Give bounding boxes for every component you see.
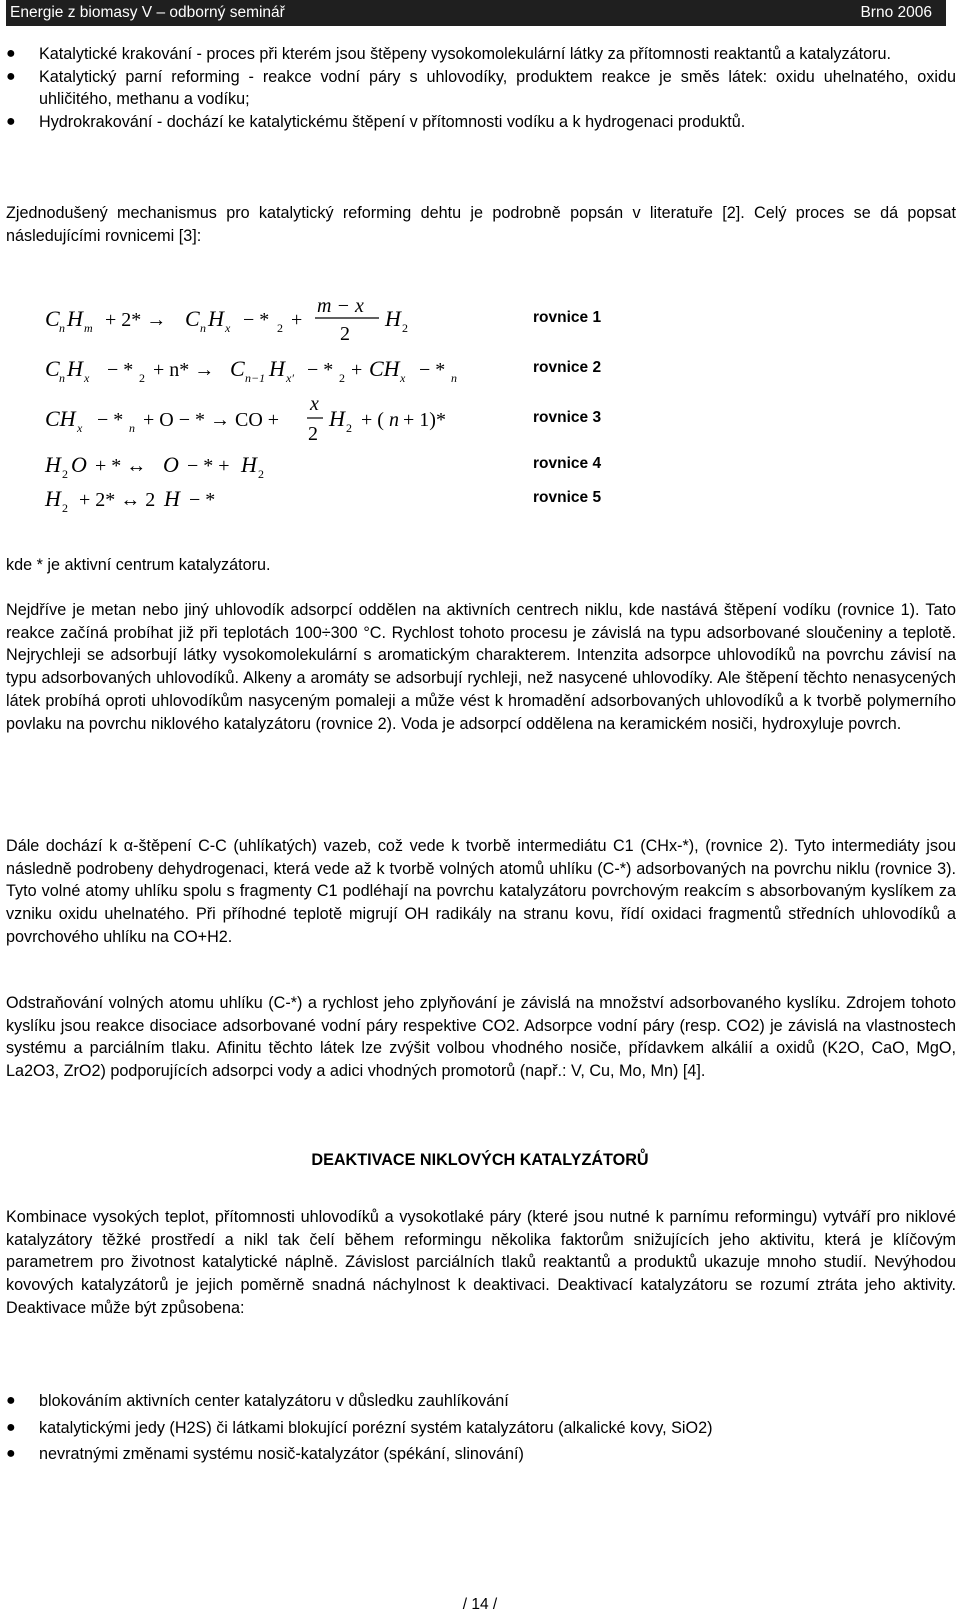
svg-text:2: 2 — [339, 371, 345, 385]
equation-2 — [45, 352, 605, 392]
svg-text:+ 1)*: + 1)* — [403, 409, 446, 431]
svg-text:O: O — [71, 452, 87, 477]
svg-text:C: C — [185, 306, 200, 331]
svg-text:2: 2 — [277, 321, 283, 335]
svg-text:n: n — [59, 371, 65, 385]
svg-text:2: 2 — [62, 501, 68, 515]
svg-text:H: H — [67, 356, 83, 381]
list-item: ● katalytickými jedy (H2S) či látkami blokující porézní systém katalyzátoru (alkalické kovy, SiO2) — [6, 1417, 956, 1440]
svg-text:x′: x′ — [286, 371, 294, 385]
svg-text:C: C — [230, 356, 245, 381]
svg-text:x: x — [310, 393, 319, 415]
svg-text:H: H — [164, 486, 180, 511]
paragraph-carbon-removal: Odstraňování volných atomu uhlíku (C-*) a rychlost jeho zplyňování je závislá na množství adsorbovaného kyslíku. Zdrojem tohoto kyslíku jsou reakce disociace adsorbované vodní páry respektive CO2. Adsorpce vodní páry (resp. CO2) je závislá na vlastnostech systému a parciálním tlaku. Afinitu těchto látek lze zvýšit volbou vhodného nosiče, přídavkem alkálií a oxidů (K2O, CaO, MgO, La2O3, ZrO2) podporujících adsorpci vody a adici vhodných promotorů (např.: V, Cu, Mo, Mn) [4]. — [6, 994, 956, 1081]
svg-text:H: H — [241, 452, 257, 477]
svg-text:2: 2 — [340, 323, 350, 345]
svg-text:C: C — [45, 306, 60, 331]
svg-text:x: x — [84, 371, 90, 385]
svg-text:CH: CH — [369, 356, 400, 381]
bullet-icon: ● — [6, 1418, 16, 1436]
svg-text:+ 2* ↔ 2: + 2* ↔ 2 — [79, 489, 156, 511]
svg-text:− *: − * — [189, 489, 216, 511]
svg-text:C: C — [45, 356, 60, 381]
svg-text:m − x: m − x — [317, 295, 364, 317]
equation-label: rovnice 2 — [533, 359, 602, 376]
bullet-icon: ● — [6, 1392, 16, 1409]
svg-text:O: O — [163, 452, 179, 477]
equation-label: rovnice 3 — [533, 409, 602, 426]
equation-label: rovnice 4 — [533, 455, 602, 472]
paragraph-alpha-cleavage: Dále dochází k α-štěpení C-C (uhlíkatých) vazeb, což vede k tvorbě intermediátu C1 (CHx-*), (rovnice 2). Tyto intermediáty jsou následně podrobeny dehydrogenaci, která vede až k tvorbě volných atomů uhlíku (C-*) adsorbovaných na povrchu niklu (rovnice 3). Tyto volné atomy uhlíku spolu s fragmenty C1 podléhají na povrchu katalyzátoru povrchovým reakcím s absorbovaným kyslíkem za vzniku oxidu uhelnatého. Při příhodné teplotě migrují OH radikály na stranu kovu, řídí oxidaci fragmentů středních uhlovodíků a povrchového uhlíku na CO+H2. — [6, 837, 956, 946]
svg-text:− *: − * — [419, 359, 446, 381]
svg-text:n−1: n−1 — [245, 371, 266, 385]
bullet-icon: ● — [6, 1445, 16, 1463]
svg-text:2: 2 — [346, 421, 352, 435]
process-list — [6, 43, 956, 134]
equation-label: rovnice 5 — [533, 489, 602, 506]
bullet-icon: ● — [6, 67, 16, 85]
svg-text:H: H — [385, 306, 401, 331]
list-item: ● blokováním aktivních center katalyzátoru v důsledku zauhlíkování — [6, 1390, 956, 1413]
equation-3 — [45, 392, 605, 445]
svg-text:n: n — [200, 321, 206, 335]
svg-text:x: x — [77, 421, 83, 435]
svg-text:2: 2 — [402, 321, 408, 335]
svg-text:H: H — [269, 356, 285, 381]
svg-text:+: + — [351, 359, 363, 381]
svg-text:H: H — [45, 486, 61, 511]
svg-text:− *: − * — [307, 359, 334, 381]
paragraph-deactivation: Kombinace vysokých teplot, přítomnosti uhlovodíků a vysokotlaké páry (které jsou nutné k parnímu reformingu) vytváří pro niklové katalyzátory těžké prostředí a nikl tak čelí během reformingu několika faktorům snižujících jeho aktivitu, která je klíčovým parametrem pro životnost katalytické náplně. Závislost parciálních tlaků reaktantů a produktů ukazuje mnoho studií. Nevýhodou kovových katalyzátorů je jejich poměrně snadná náchylnost k deaktivaci. Deaktivací katalyzátoru se rozumí ztráta jeho aktivity. Deaktivace může být způsobena: — [6, 1208, 956, 1317]
svg-text:H: H — [67, 306, 83, 331]
header-title: Energie z biomasy V – odborný seminář — [10, 4, 285, 21]
equation-label: rovnice 1 — [533, 309, 602, 326]
svg-text:m: m — [84, 321, 93, 335]
svg-text:+: + — [291, 309, 303, 331]
paragraph-adsorption: Nejdříve je metan nebo jiný uhlovodík adsorpcí oddělen na aktivních centrech niklu, kde nastává štěpení vodíku (rovnice 1). Tato reakce začíná probíhat již při teplotách 100÷300 °C. Rychlost tohoto procesu je závislá na typu adsorbované sloučeniny a teplotě. Nejrychleji se adsorbují látky vysokomolekulární s aromatickým charakterem. Intenzita adsorpce uhlovodíků na povrchu závisí na typu adsorbovaných uhlovodíků. Alkeny a aromáty se adsorbují rychleji, než nasycené uhlovodíky. Ale štěpení těchto nenasycených látek probíhá oproti uhlovodíkům nasyceným pomaleji a může vést k hromadění adsorbovaných uhlovodíků a k tvorbě polymerního povlaku na povrchu niklového katalyzátoru (rovnice 2). Voda je adsorpcí oddělena na keramickém nosiči, hydroxyluje povrch. — [6, 601, 956, 733]
section-heading: DEAKTIVACE NIKLOVÝCH KATALYZÁTORŮ — [311, 1151, 649, 1169]
svg-text:H: H — [329, 406, 345, 431]
svg-text:2: 2 — [308, 423, 318, 445]
page-header — [6, 0, 946, 26]
svg-text:n: n — [389, 409, 399, 431]
svg-text:+ n* →: + n* → — [153, 359, 215, 381]
bullet-icon: ● — [6, 45, 16, 62]
svg-text:n: n — [451, 371, 457, 385]
bullet-icon: ● — [6, 113, 16, 131]
svg-text:− *: − * — [97, 409, 124, 431]
svg-text:x: x — [400, 371, 406, 385]
svg-text:+ O − * → CO +: + O − * → CO + — [143, 409, 280, 431]
svg-text:2: 2 — [258, 467, 264, 481]
intro-paragraph: Zjednodušený mechanismus pro katalytický reforming dehtu je podrobně popsán v literatuře [2]. Celý proces se dá popsat následujícími rovnicemi [3]: — [6, 204, 956, 245]
equation-note: kde * je aktivní centrum katalyzátoru. — [6, 556, 271, 574]
list-item: ● Katalytické krakování - proces při kterém jsou štěpeny vysokomolekulární látky za přítomnosti reaktantů a katalyzátoru. — [6, 43, 956, 66]
svg-text:+ (: + ( — [361, 409, 384, 431]
list-item: ● Hydrokrakování - dochází ke katalytickému štěpení v přítomnosti vodíku a k hydrogenaci produktů. — [6, 111, 956, 134]
header-location: Brno 2006 — [860, 4, 932, 21]
svg-text:− * +: − * + — [187, 455, 230, 477]
deactivation-causes-list — [6, 1390, 956, 1466]
equation-1 — [45, 294, 605, 345]
svg-text:H: H — [45, 452, 61, 477]
svg-text:− *: − * — [107, 359, 134, 381]
svg-text:n: n — [59, 321, 65, 335]
svg-text:− *: − * — [243, 309, 270, 331]
list-item: ● Katalytický parní reforming - reakce vodní páry s uhlovodíky, produktem reakce je směs látek: oxidu uhelnatého, oxidu uhličitého, methanu a vodíku; — [6, 67, 956, 109]
svg-text:H: H — [208, 306, 224, 331]
svg-text:2: 2 — [139, 371, 145, 385]
list-item: ● nevratnými změnami systému nosič-katalyzátor (spékání, slinování) — [6, 1443, 956, 1466]
svg-text:x: x — [225, 321, 231, 335]
page-number: / 14 / — [462, 1596, 498, 1613]
svg-text:2: 2 — [62, 467, 68, 481]
svg-text:n: n — [129, 421, 135, 435]
svg-text:CH: CH — [45, 406, 76, 431]
svg-text:+ * ↔: + * ↔ — [95, 455, 147, 477]
equation-5 — [45, 482, 605, 522]
svg-text:+ 2* →: + 2* → — [105, 309, 167, 331]
